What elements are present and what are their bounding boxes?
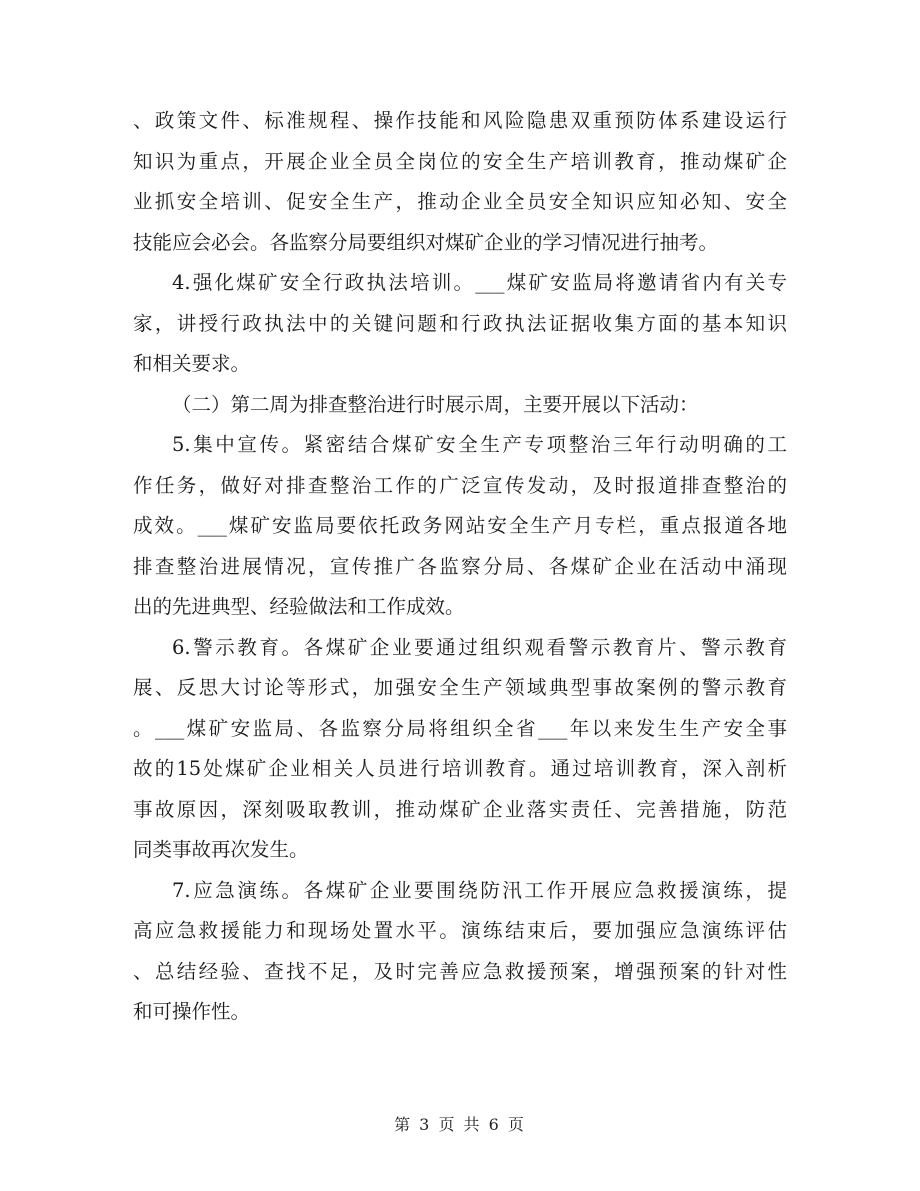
text-line: 6.警示教育。各煤矿企业要通过组织观看警示教育片、警示教育 [172,635,787,659]
text-line: 故的15处煤矿企业相关人员进行培训教育。通过培训教育，深入剖析 [133,757,787,780]
text-line: 、总结经验、查找不足，及时完善应急救援预案，增强预案的针对性 [133,959,787,983]
text-line: 和可操作性。 [133,1000,251,1023]
text-line: 。___煤矿安监局、各监察分局将组织全省___年以来发生生产安全事 [133,716,787,740]
document-body [133,101,787,1033]
text-line: 成效。___煤矿安监局要依托政务网站安全生产月专栏，重点报道各地 [133,514,787,537]
text-line: 展、反思大讨论等形式，加强安全生产领域典型事故案例的警示教育 [133,676,787,699]
text-line: 知识为重点，开展企业全员全岗位的安全生产培训教育，推动煤矿企 [133,149,787,173]
text-line: 5.集中宣传。紧密结合煤矿安全生产专项整治三年行动明确的工 [172,433,787,456]
text-line: 作任务，做好对排查整治工作的广泛宣传发动，及时报道排查整治的 [133,473,787,497]
text-line: 家，讲授行政执法中的关键问题和行政执法证据收集方面的基本知识 [133,311,787,335]
text-line: 和相关要求。 [133,352,251,375]
text-line: 4.强化煤矿安全行政执法培训。___煤矿安监局将邀请省内有关专 [172,271,787,294]
text-line: （二）第二周为排查整治进行时展示周，主要开展以下活动： [172,392,699,416]
text-line: 业抓安全培训、促安全生产，推动企业全员安全知识应知必知、安全 [133,190,787,213]
text-line: 高应急救援能力和现场处置水平。演练结束后，要加强应急演练评估 [133,919,787,942]
text-line: 事故原因，深刻吸取教训，推动煤矿企业落实责任、完善措施，防范 [133,797,787,821]
text-line: 技能应会必会。各监察分局要组织对煤矿企业的学习情况进行抽考。 [133,230,719,254]
text-line: 7.应急演练。各煤矿企业要围绕防汛工作开展应急救援演练，提 [172,878,787,902]
page-number-footer: 第 3 页 共 6 页 [394,1115,526,1134]
text-line: 同类事故再次发生。 [133,838,309,861]
text-line: 出的先进典型、经验做法和工作成效。 [133,595,465,618]
text-line: 排查整治进展情况，宣传推广各监察分局、各煤矿企业在活动中涌现 [133,554,787,578]
text-line: 、政策文件、标准规程、操作技能和风险隐患双重预防体系建设运行 [133,109,787,132]
